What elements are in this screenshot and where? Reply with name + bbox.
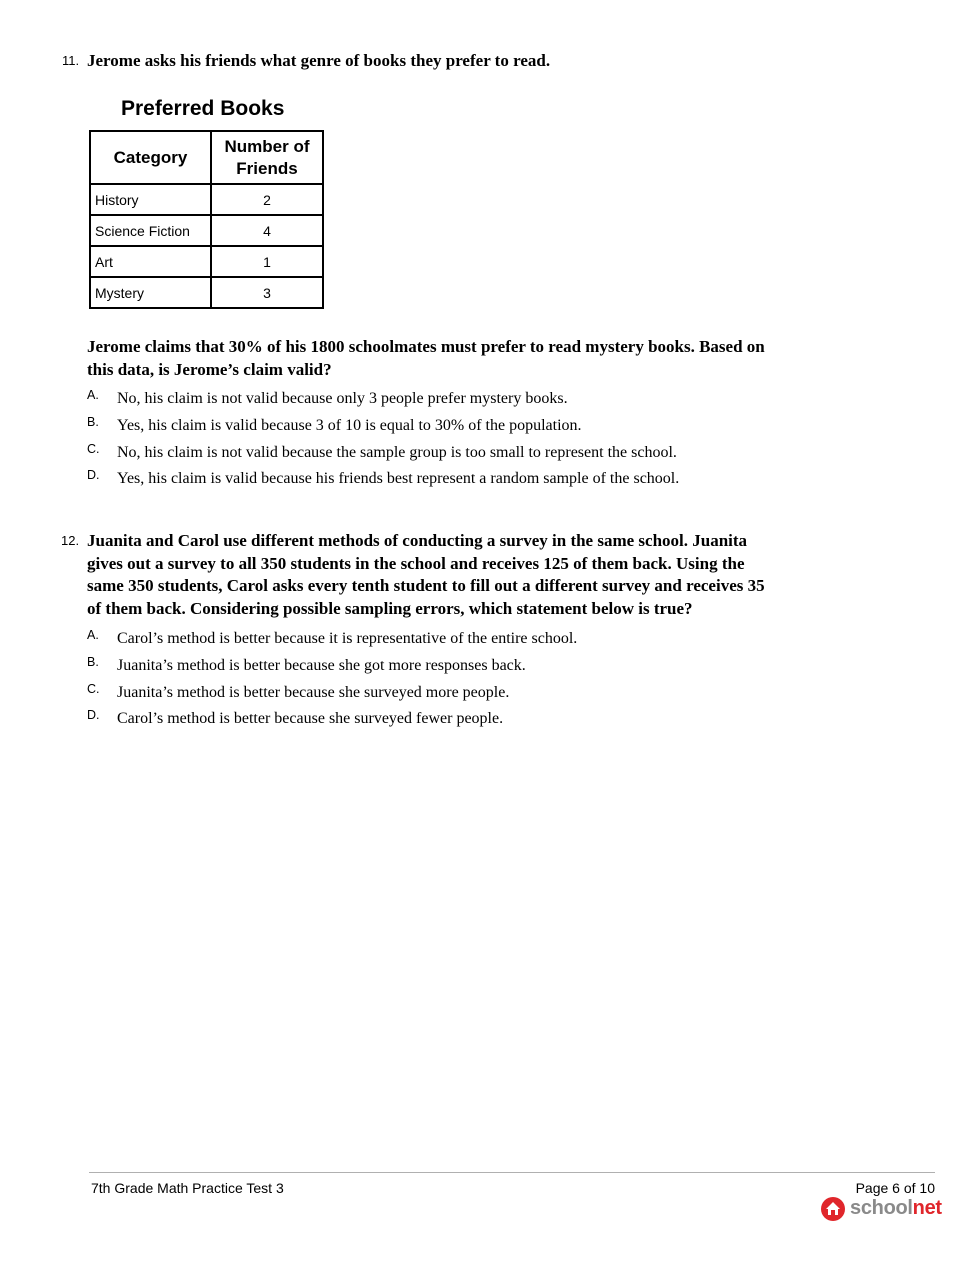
schoolnet-logo-text (850, 1197, 942, 1220)
table-row (90, 277, 323, 308)
column-header-count: Number of Friends (211, 131, 323, 184)
option-letter: A. (87, 388, 99, 402)
question-number: 11. (62, 53, 80, 68)
schoolnet-logo (820, 1193, 942, 1223)
option-letter: B. (87, 654, 99, 669)
option-text: Yes, his claim is valid because his friends best represent a random sample of the school. (117, 470, 680, 488)
option-text: No, his claim is not valid because the sample group is too small to represent the school. (117, 443, 677, 461)
column-header-category: Category (90, 131, 211, 184)
option-text: Carol’s method is better because she surveyed fewer people. (117, 710, 504, 728)
table-row (90, 215, 323, 246)
cell-count: 2 (211, 184, 323, 215)
question-text: Juanita and Carol use different methods of conducting a survey in the same school. Juanita gives out a survey to all 350 students in the school and receives 125 of them back. Using the same 350 students, Carol asks every tenth student to fill out a different survey and receives 35 of them back. Considering possible sampling errors, which statement below is true? (87, 531, 765, 618)
question-prompt: Jerome claims that 30% of his 1800 schoolmates must prefer to read mystery books. Based on this data, is Jerome’s claim valid? (87, 337, 765, 379)
cell-category: Science Fiction (90, 215, 211, 246)
cell-count: 3 (211, 277, 323, 308)
option-text: Juanita’s method is better because she surveyed more people. (117, 683, 510, 701)
footer-test-title: 7th Grade Math Practice Test 3 (91, 1180, 284, 1196)
option-letter: A. (87, 628, 99, 642)
cell-category: Art (90, 246, 211, 277)
option-text: Juanita’s method is better because she got more responses back. (117, 656, 526, 674)
option-letter: D. (87, 468, 100, 483)
table-row (90, 184, 323, 215)
question-number: 12. (61, 533, 80, 548)
cell-category: History (90, 184, 211, 215)
footer-divider (89, 1172, 935, 1173)
logo-text-net: net (912, 1196, 942, 1219)
logo-text-school: school (850, 1196, 913, 1219)
cell-count: 1 (211, 246, 323, 277)
option-letter: D. (87, 708, 100, 723)
option-letter: C. (87, 441, 100, 456)
schoolnet-house-icon (820, 1194, 846, 1222)
option-letter: B. (87, 414, 99, 429)
cell-count: 4 (211, 215, 323, 246)
preferred-books-table (89, 130, 324, 309)
table-title: Preferred Books (121, 97, 285, 120)
cell-category: Mystery (90, 277, 211, 308)
option-text: Yes, his claim is valid because 3 of 10 is equal to 30% of the population. (117, 416, 582, 434)
option-text: Carol’s method is better because it is representative of the entire school. (117, 630, 578, 647)
table-header-row (90, 131, 323, 184)
footer-page-number: Page 6 of 10 (855, 1180, 935, 1196)
table-row (90, 246, 323, 277)
option-letter: C. (87, 681, 100, 696)
question-text: Jerome asks his friends what genre of books they prefer to read. (87, 51, 551, 70)
option-text: No, his claim is not valid because only 3 people prefer mystery books. (117, 390, 568, 407)
